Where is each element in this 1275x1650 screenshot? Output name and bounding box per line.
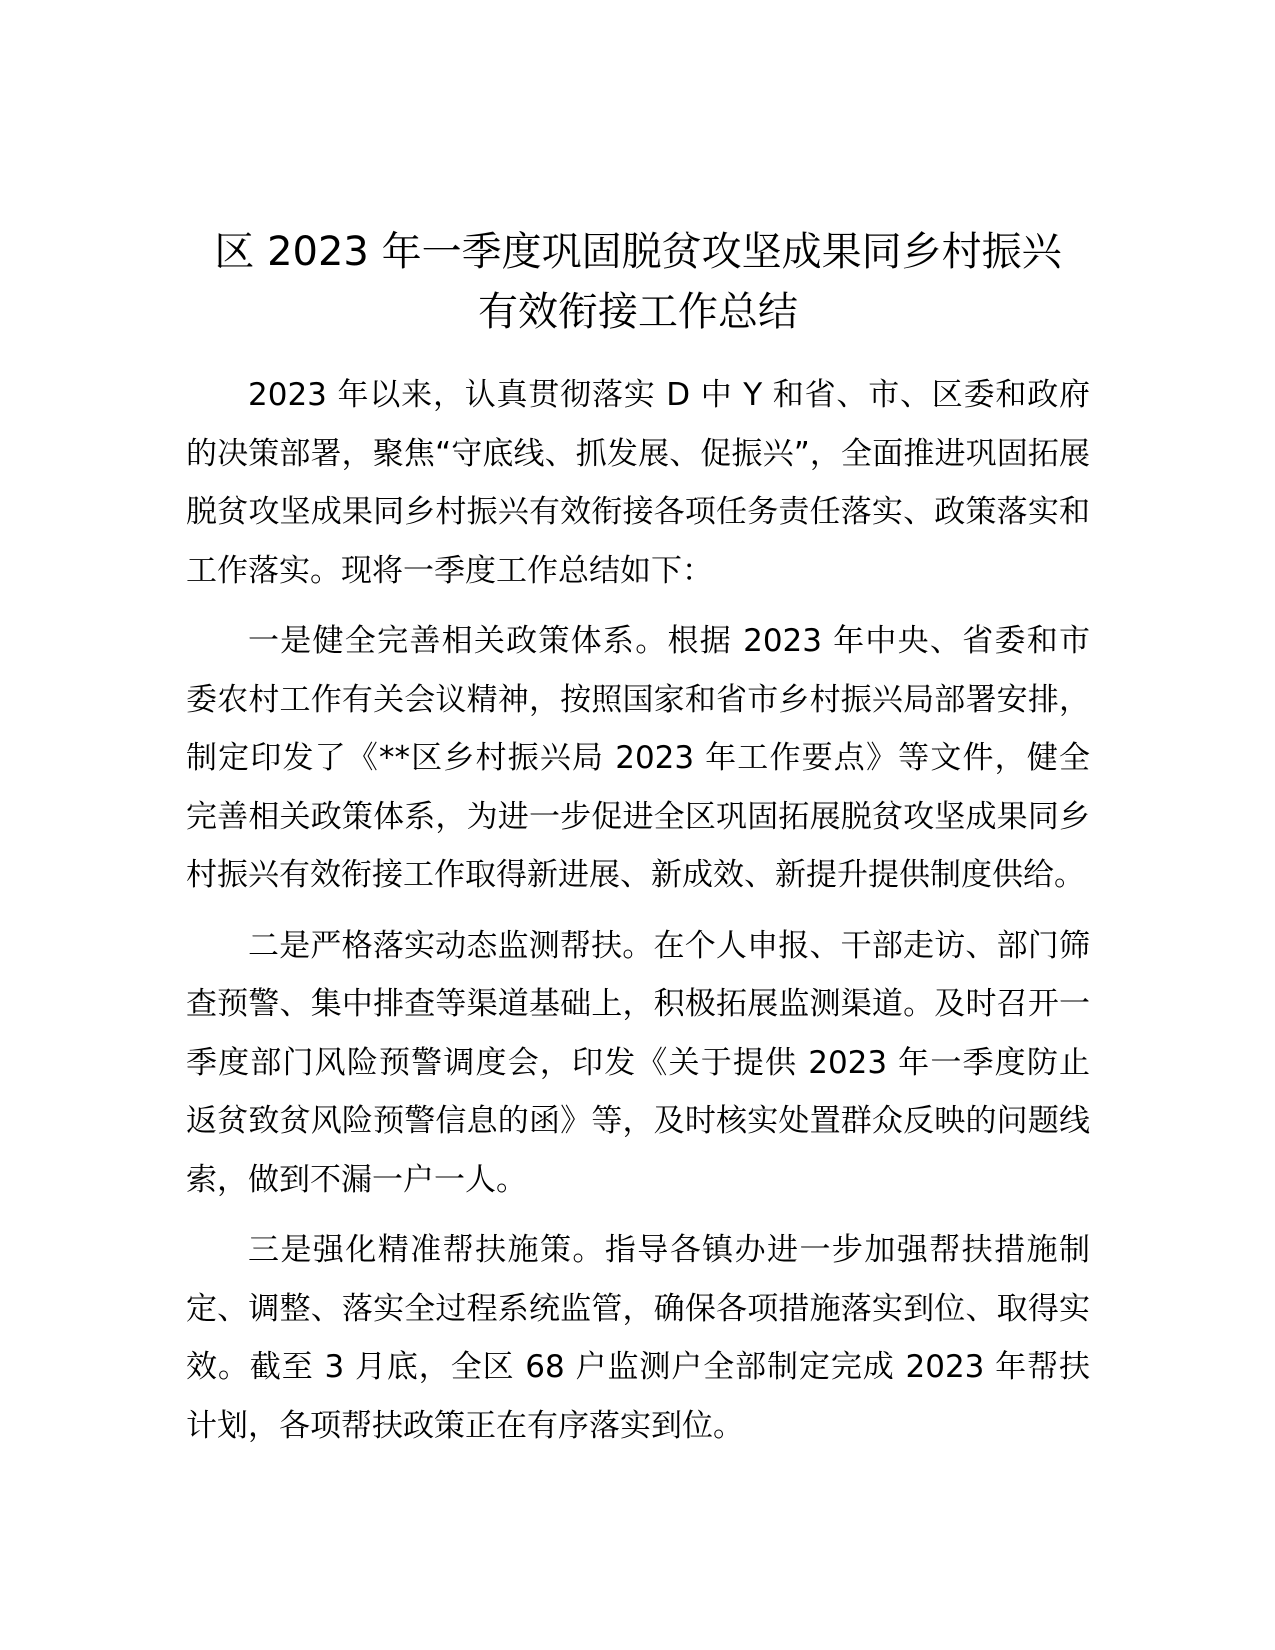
document-page <box>186 222 1090 1455</box>
paragraph-policy-system: 一是健全完善相关政策体系。根据 2023 年中央、省委和市委农村工作有关会议精神，按照国家和省市乡村振兴局部署安排，制定印发了《**区乡村振兴局 2023 年工作要点》等文件，健全完善相关政策体系，为进一步促进全区巩固拓展脱贫攻坚成果同乡村振兴有效衔接工作取得新进展、新成效、新提升提供制度供给。 <box>186 623 1090 893</box>
title-line-2: 有效衔接工作总结 <box>478 289 798 335</box>
document-title <box>186 222 1090 342</box>
title-line-1: 区 2023 年一季度巩固脱贫攻坚成果同乡村振兴 <box>214 229 1062 275</box>
intro-paragraph: 2023 年以来，认真贯彻落实 D 中 Y 和省、市、区委和政府的决策部署，聚焦“守底线、抓发展、促振兴”，全面推进巩固拓展脱贫攻坚成果同乡村振兴有效衔接各项任务责任落实、政策落实和工作落实。现将一季度工作总结如下： <box>186 377 1090 589</box>
paragraph-precise-assistance: 三是强化精准帮扶施策。指导各镇办进一步加强帮扶措施制定、调整、落实全过程系统监管，确保各项措施落实到位、取得实效。截至 3 月底，全区 68 户监测户全部制定完成 2023 年帮扶计划，各项帮扶政策正在有序落实到位。 <box>186 1232 1090 1444</box>
paragraph-dynamic-monitoring: 二是严格落实动态监测帮扶。在个人申报、干部走访、部门筛查预警、集中排查等渠道基础上，积极拓展监测渠道。及时召开一季度部门风险预警调度会，印发《关于提供 2023 年一季度防止返贫致贫风险预警信息的函》等，及时核实处置群众反映的问题线索，做到不漏一户一人。 <box>186 927 1090 1198</box>
